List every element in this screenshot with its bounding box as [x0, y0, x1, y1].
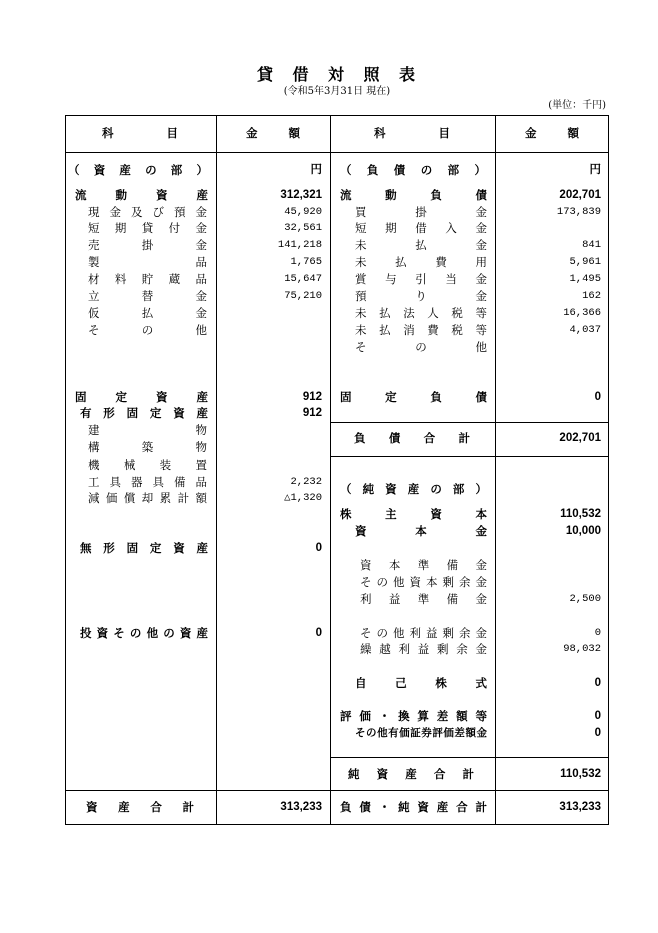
liability-item-amount: 1,495	[569, 273, 601, 285]
fixed-assets-amount: 912	[302, 391, 322, 403]
liabilities-yen-unit: 円	[589, 164, 601, 176]
liability-item-label: 未払費用	[355, 255, 487, 269]
fixed-liabilities-amount: 0	[594, 391, 601, 403]
asset-item-amount: 32,561	[284, 222, 322, 234]
liability-item-label: その他	[355, 340, 487, 354]
liability-item-label: 賞与引当金	[355, 272, 487, 286]
equity-item-label: 利益準備金	[360, 592, 487, 606]
liability-item-label: 買掛金	[355, 205, 487, 219]
header-left-amount: 金額	[246, 126, 300, 140]
treasury-stock-label: 自己株式	[355, 676, 487, 690]
liability-item-label: 未払法人税等	[355, 306, 487, 320]
treasury-stock-amount: 0	[594, 677, 601, 689]
asset-item-amount: 15,647	[284, 273, 322, 285]
asset-item-label: その他	[88, 323, 207, 337]
liability-item-amount: 173,839	[556, 206, 601, 218]
total-net-assets-label: 純資産合計	[348, 767, 474, 781]
securities-valuation-amount: 0	[594, 727, 601, 739]
total-assets-amount: 313,233	[280, 801, 322, 813]
asset-item-amount: 2,232	[290, 476, 322, 488]
shareholders-equity-amount: 110,532	[560, 508, 601, 520]
page-title: 貸借対照表	[257, 65, 415, 84]
grand-total-label: 負債・純資産合計	[340, 800, 487, 814]
current-liabilities-amount: 202,701	[559, 189, 601, 201]
total-liabilities-amount: 202,701	[559, 432, 601, 444]
asset-item-label: 構築物	[88, 440, 207, 454]
asset-item-amount: 45,920	[284, 206, 322, 218]
fixed-liabilities-label: 固定負債	[340, 390, 487, 404]
header-right-item: 科目	[374, 126, 450, 140]
equity-item-label: 資本準備金	[360, 558, 487, 572]
tangible-assets-label: 有形固定資産	[80, 406, 208, 420]
header-divider	[65, 152, 609, 153]
asset-item-label: 売掛金	[88, 238, 207, 252]
liability-item-label: 短期借入金	[355, 221, 487, 235]
asset-item-amount: △1,320	[284, 492, 322, 504]
shareholders-equity-label: 株主資本	[340, 507, 487, 521]
equity-item-label: 繰越利益剰余金	[360, 642, 487, 656]
net-assets-section-title: （純資産の部）	[340, 482, 487, 496]
asset-item-label: 減価償却累計額	[88, 491, 207, 505]
equity-item-label: その他資本剰余金	[360, 575, 487, 589]
liabilities-section-title: （負債の部）	[340, 163, 486, 177]
asset-item-label: 仮払金	[88, 306, 207, 320]
liability-item-amount: 4,037	[569, 324, 601, 336]
current-assets-label: 流動資産	[75, 188, 208, 202]
asset-item-label: 製品	[88, 255, 207, 269]
intangible-assets-amount: 0	[315, 542, 322, 554]
column-divider	[330, 115, 331, 825]
asset-item-label: 現金及び預金	[88, 205, 207, 219]
current-assets-amount: 312,321	[280, 189, 322, 201]
liability-item-label: 未払金	[355, 238, 487, 252]
header-right-amount: 金額	[525, 126, 579, 140]
current-liabilities-label: 流動負債	[340, 188, 487, 202]
unit-note: (単位：千円)	[548, 100, 606, 111]
securities-valuation-label: その他有価証券評価差額金	[355, 727, 487, 739]
equity-item-amount: 98,032	[563, 643, 601, 655]
row-divider	[330, 757, 609, 758]
asset-item-label: 建物	[88, 423, 207, 437]
equity-item-amount: 2,500	[569, 593, 601, 605]
liability-item-label: 未払消費税等	[355, 323, 487, 337]
row-divider	[330, 456, 609, 457]
liability-item-amount: 841	[582, 239, 601, 251]
header-left-item: 科目	[102, 126, 178, 140]
valuation-label: 評価・換算差額等	[340, 709, 487, 723]
asset-item-label: 工具器具備品	[88, 475, 207, 489]
total-net-assets-amount: 110,532	[560, 768, 601, 780]
asset-item-label: 立替金	[88, 289, 207, 303]
asset-item-amount: 141,218	[277, 239, 322, 251]
assets-yen-unit: 円	[310, 164, 322, 176]
total-assets-label: 資産合計	[86, 800, 194, 814]
tangible-assets-amount: 912	[302, 407, 322, 419]
liability-item-amount: 5,961	[569, 256, 601, 268]
equity-item-amount: 0	[594, 627, 601, 639]
asset-item-label: 短期貸付金	[88, 221, 207, 235]
asset-item-label: 材料貯蔵品	[88, 272, 207, 286]
fixed-assets-label: 固定資産	[75, 390, 208, 404]
asset-item-label: 機械装置	[88, 458, 207, 472]
capital-amount: 10,000	[565, 525, 601, 537]
investments-label: 投資その他の資産	[80, 626, 208, 640]
as-of-date: (令和5年3月31日 現在)	[283, 86, 391, 97]
asset-item-amount: 75,210	[284, 290, 322, 302]
total-liabilities-label: 負債合計	[354, 431, 470, 445]
assets-section-title: （資産の部）	[68, 163, 208, 177]
liability-item-amount: 162	[582, 290, 601, 302]
equity-item-label: その他利益剰余金	[360, 626, 487, 640]
investments-amount: 0	[315, 627, 322, 639]
asset-item-amount: 1,765	[290, 256, 322, 268]
valuation-amount: 0	[594, 710, 601, 722]
total-row-divider	[65, 790, 609, 791]
liability-item-amount: 16,366	[563, 307, 601, 319]
liability-item-label: 預り金	[355, 289, 487, 303]
grand-total-amount: 313,233	[559, 801, 601, 813]
column-divider	[495, 115, 496, 825]
row-divider	[330, 422, 609, 423]
intangible-assets-label: 無形固定資産	[80, 541, 208, 555]
capital-label: 資本金	[355, 524, 487, 538]
column-divider	[216, 115, 217, 825]
